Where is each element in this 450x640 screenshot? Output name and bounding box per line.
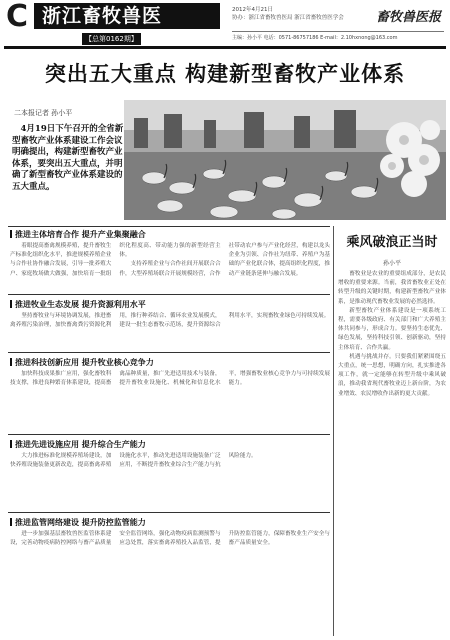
section-body-3	[10, 370, 330, 434]
section-divider	[8, 512, 330, 513]
section-body-5	[10, 530, 330, 634]
paragraph: 新型畜牧产业体系建设是一项系统工程，需要各级政府、有关部门和广大养殖主体共同参与，形成合力。要坚持生态优先、绿色发展，坚持科技引领、创新驱动，坚持主体培育、合作共赢。	[338, 307, 446, 351]
section-divider	[8, 226, 330, 227]
section-heading-5	[10, 518, 146, 528]
section-letter: C	[6, 0, 29, 34]
sidebar-title: 乘风破浪正当时	[346, 235, 438, 250]
geese-farm-photo	[124, 100, 446, 220]
section-heading-3	[10, 358, 154, 368]
paragraph: 加快科技成果推广应用，强化畜牧科技支撑，推进良种繁育体系建设，提高畜禽品种质量，推广先进适用技术与装备，提升畜牧业设施化、机械化和信息化水平，增强畜牧业核心竞争力与可持续发展能力。	[10, 371, 330, 387]
section-heading-text: 推进牧业生态发展 提升资源利用水平	[15, 300, 146, 309]
heading-bar-icon	[10, 518, 12, 526]
section-divider	[8, 434, 330, 435]
lead-paragraph: 4月19日下午召开的全省新型畜牧产业体系建设工作会议明确提出，构建新型畜牧产业体系，要突出五大重点，并明确了新型畜牧产业体系建设的五大重点。	[12, 124, 124, 192]
section-heading-text: 推进先进设施应用 提升综合生产能力	[15, 440, 146, 449]
paragraph: 大力推进标准化规模养殖场建设，加快养殖设施装备更新改造，提高畜禽养殖设施化水平，推动先进适用设施装备广泛应用，不断提升畜牧业综合生产能力与抗风险能力。	[10, 453, 257, 469]
editor-contact: 主编：孙小平 电话：0571-86757186 E-mail：2.10hxnong@163.com	[232, 35, 398, 41]
section-body-2	[10, 312, 330, 348]
publication-meta	[232, 6, 382, 22]
paragraph: 支持养殖企业与合作社间开展联合合作，大型养殖场联合开展规模经营，合作社带动农户参与产业化经营，构建以龙头企业为引领、合作社为纽带、养殖户为基础的产业化联合体，提高组织化程度，推动产业链条延伸与融合发展。	[119, 243, 330, 277]
section-body-4	[10, 452, 330, 508]
paragraph: 进一步加强基层畜牧兽医监管体系建设，完善动物疫病防控网络与畜产品质量安全监管网络，强化动物疫病监测预警与应急处置，落实畜禽养殖投入品监管，提升防控监管能力，保障畜牧业生产安全与畜产品质量安全。	[10, 531, 330, 547]
publication-date: 2012年4月21日	[232, 7, 273, 13]
sidebar-author: 孙小平	[382, 260, 401, 267]
sponsor-line: 协办：浙江省畜牧兽医局 浙江省畜牧兽医学会	[232, 15, 344, 21]
paragraph: 着眼提高畜禽规模养殖，提升畜牧生产标准化组织化水平，推进规模养殖企业与合作社协作融合发展，引导一批养殖大户、家庭牧场做大做强，加快培育一批组织化程度高、带动能力强的新型经营主体。	[10, 243, 221, 277]
sidebar-divider	[333, 226, 334, 636]
newspaper-title: 浙江畜牧兽医	[42, 5, 163, 27]
section-heading-4	[10, 440, 146, 450]
masthead	[0, 0, 450, 44]
sidebar-body	[338, 270, 446, 634]
heading-bar-icon	[10, 440, 12, 448]
paragraph: 坚持畜牧业与环境协调发展，推进畜禽养殖污染治理，加快畜禽粪污资源化利用，推行种养结合、循环农业发展模式，建设一批生态畜牧示范场，提升资源综合利用水平，实现畜牧业绿色可持续发展。	[10, 313, 330, 329]
section-heading-text: 推进科技创新应用 提升牧业核心竞争力	[15, 358, 154, 367]
paper-logo: 畜牧兽医报	[376, 10, 442, 25]
section-heading-1	[10, 230, 146, 240]
section-divider	[8, 352, 330, 353]
masthead-rule	[4, 46, 446, 49]
heading-bar-icon	[10, 300, 12, 308]
newspaper-title-block	[34, 3, 220, 29]
heading-bar-icon	[10, 358, 12, 366]
heading-bar-icon	[10, 230, 12, 238]
photo-illustration	[124, 100, 446, 220]
byline: 二本报记者 孙小平	[14, 109, 73, 117]
paragraph: 机遇与挑战并存。只要我们紧紧围绕五大重点，统一思想，明确方向，扎实推进各项工作，就一定能够在转型升级中乘风破浪，推动我省现代畜牧业迈上新台阶，为农业增效、农民增收作出新的更大贡献。	[338, 353, 446, 397]
paragraph: 畜牧业是农业的重要组成部分，是农民增收的重要来源。当前，我省畜牧业正处在转型升级的关键时期，构建新型畜牧产业体系，是推动现代畜牧业发展的必然选择。	[338, 271, 446, 305]
section-heading-2	[10, 300, 146, 310]
section-heading-text: 推进主体培育合作 提升产业集聚融合	[15, 230, 146, 239]
section-body-1	[10, 242, 330, 288]
issue-number: 【总第0162期】	[82, 33, 141, 45]
masthead-divider	[232, 31, 444, 32]
section-divider	[8, 294, 330, 295]
main-headline: 突出五大重点 构建新型畜牧产业体系	[44, 62, 406, 86]
section-heading-text: 推进监管网络建设 提升防控监管能力	[15, 518, 146, 527]
